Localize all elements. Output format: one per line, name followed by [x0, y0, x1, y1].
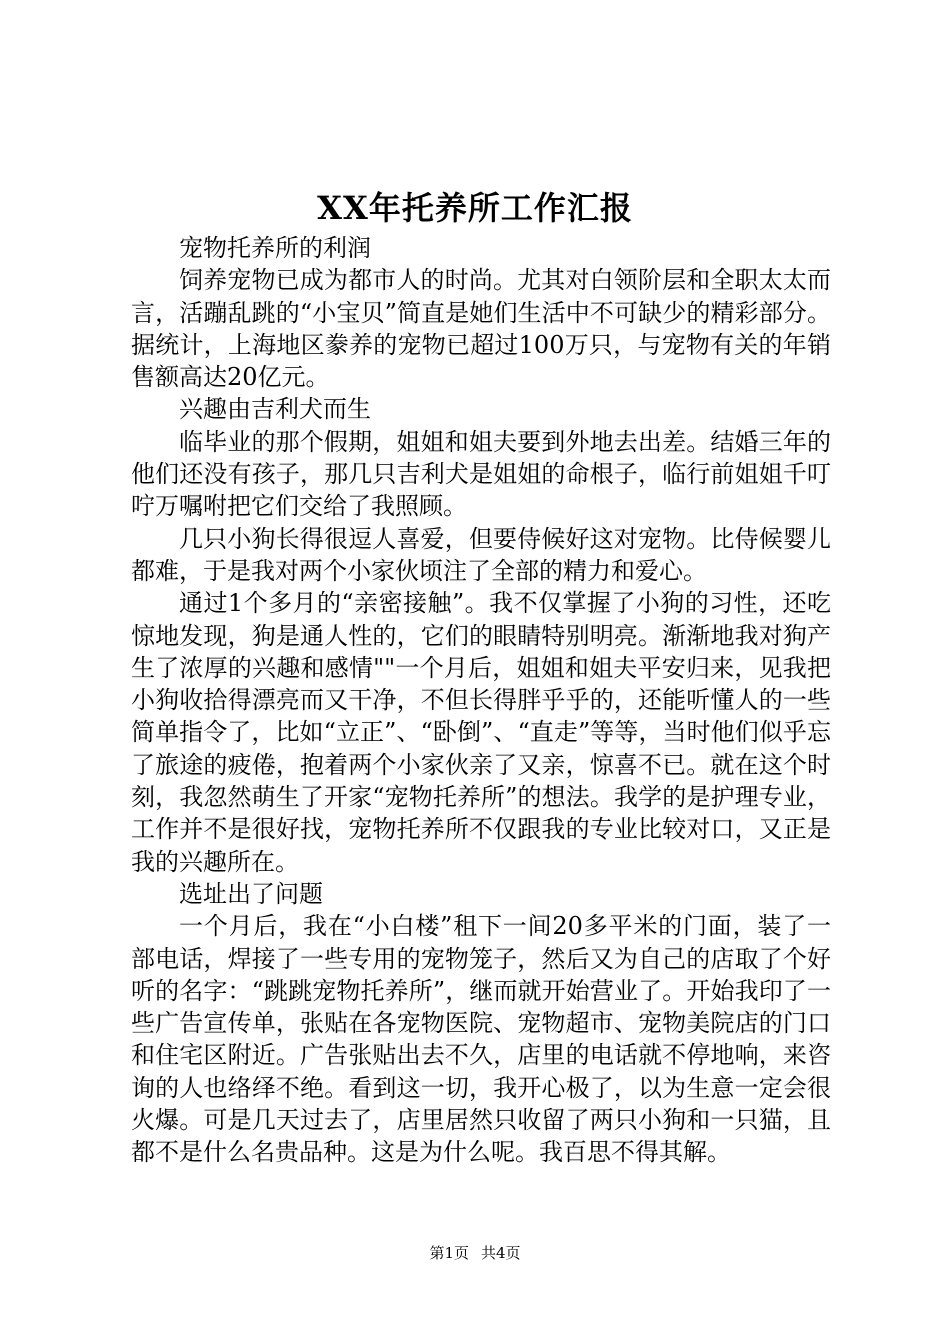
document-title: XX年托养所工作汇报: [317, 189, 633, 227]
body-paragraph: 几只小狗长得很逗人喜爱，但要侍候好这对宠物。比侍候婴儿都难，于是我对两个小家伙顷注了全部的精力和爱心。: [131, 524, 831, 585]
document-body: [131, 232, 831, 1169]
section-heading: 兴趣由吉利犬而生: [179, 395, 371, 424]
body-paragraph: 通过1个多月的“亲密接触”。我不仅掌握了小狗的习性，还吃惊地发现，狗是通人性的，它们的眼睛特别明亮。渐渐地我对狗产生了浓厚的兴趣和感情""一个月后，姐姐和姐夫平安归来，见我把小狗收拾得漂亮而又干净，不但长得胖乎乎的，还能听懂人的一些简单指令了，比如“立正”、“卧倒”、“直走”等等，当时他们似乎忘了旅途的疲倦，抱着两个小家伙亲了又亲，惊喜不已。就在这个时刻，我忽然萌生了开家“宠物托养所”的想法。我学的是护理专业，工作并不是很好找，宠物托养所不仅跟我的专业比较对口，又正是我的兴趣所在。: [131, 589, 831, 876]
section-heading: 选址出了问题: [179, 879, 323, 908]
body-paragraph: 一个月后，我在“小白楼”租下一间20多平米的门面，装了一部电话，焊接了一些专用的宠物笼子，然后又为自己的店取了个好听的名字：“跳跳宠物托养所”，继而就开始营业了。开始我印了一些广告宣传单，张贴在各宠物医院、宠物超市、宠物美院店的门口和住宅区附近。广告张贴出去不久，店里的电话就不停地响，来咨询的人也络绎不绝。看到这一切，我开心极了，以为生意一定会很火爆。可是几天过去了，店里居然只收留了两只小狗和一只猫，且都不是什么名贵品种。这是为什么呢。我百思不得其解。: [131, 912, 831, 1167]
page-footer: [0, 1243, 950, 1263]
body-paragraph: 饲养宠物已成为都市人的时尚。尤其对白领阶层和全职太太而言，活蹦乱跳的“小宝贝”简直是她们生活中不可缺少的精彩部分。据统计，上海地区豢养的宠物已超过100万只，与宠物有关的年销售额高达20亿元。: [131, 266, 831, 392]
section-heading: 宠物托养所的利润: [179, 234, 371, 262]
page-total: 共4页: [481, 1244, 521, 1262]
page-number: 第1页: [429, 1244, 469, 1262]
body-paragraph: 临毕业的那个假期，姐姐和姐夫要到外地去出差。结婚三年的他们还没有孩子，那几只吉利犬是姐姐的命根子，临行前姐姐千叮咛万嘱咐把它们交给了我照顾。: [131, 427, 831, 521]
